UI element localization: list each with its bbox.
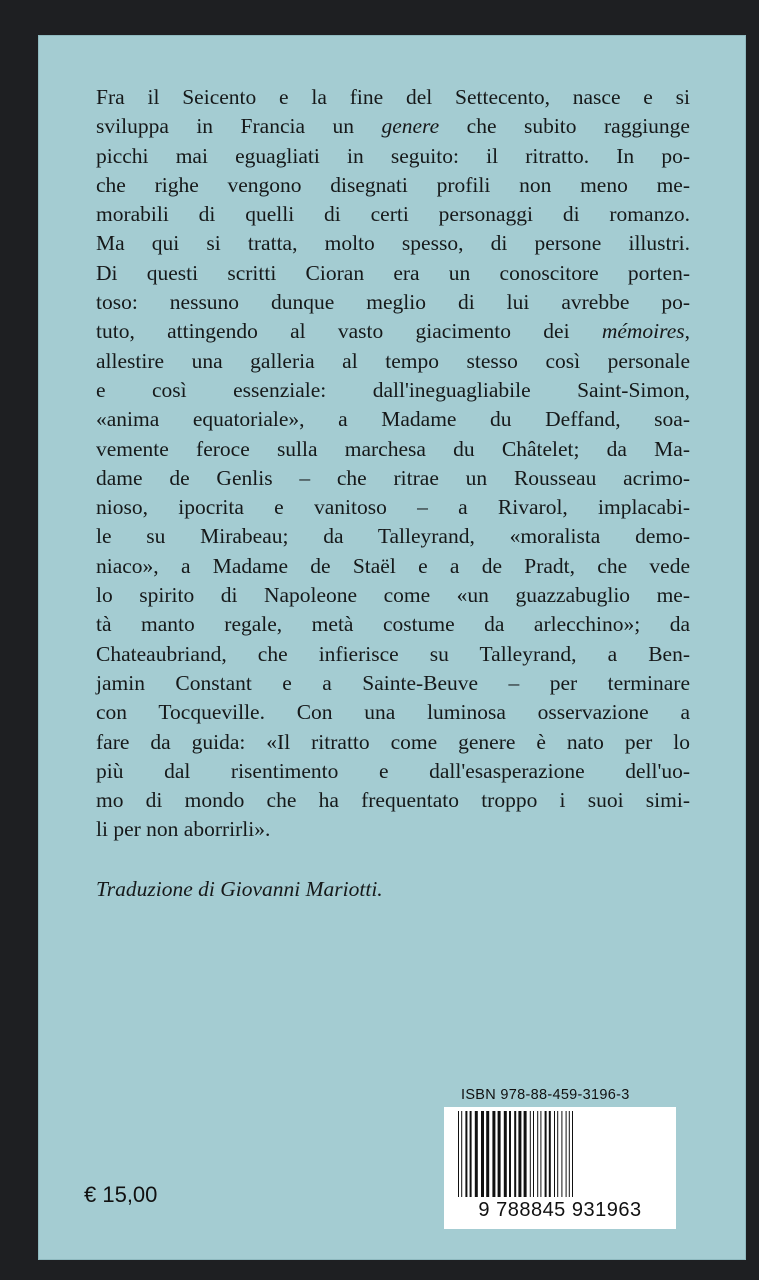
blurb-line: vemente feroce sulla marchesa du Châtelet; da Ma- (96, 436, 690, 461)
blurb-line: le su Mirabeau; da Talleyrand, «moralista demo- (96, 524, 690, 549)
blurb-line: tà manto regale, metà costume da arlecchino»; da (96, 612, 690, 637)
blurb-line: Ma qui si tratta, molto spesso, di persone illustri. (96, 231, 690, 256)
barcode-bars (458, 1111, 662, 1201)
blurb-line: con Tocqueville. Con una luminosa osservazione a (96, 700, 690, 725)
isbn-label: ISBN 978-88-459-3196-3 (461, 1087, 630, 1103)
blurb-line: tuto, attingendo al vasto giacimento dei mémoires, (96, 319, 690, 344)
blurb-line: Di questi scritti Cioran era un conoscitore porten- (96, 260, 690, 285)
blurb-line: toso: nessuno dunque meglio di lui avrebbe po- (96, 290, 690, 315)
blurb-line: e così essenziale: dall'ineguagliabile Saint-Simon, (96, 377, 690, 402)
blurb-line: più dal risentimento e dall'esasperazione dell'uo- (96, 758, 690, 783)
blurb-line: allestire una galleria al tempo stesso così personale (96, 348, 690, 373)
blurb-line: «anima equatoriale», a Madame du Deffand, soa- (96, 407, 690, 432)
blurb-line: picchi mai eguagliati in seguito: il ritratto. In po- (96, 143, 690, 168)
barcode-digits: 9 788845 931963 (478, 1199, 642, 1221)
blurb-line: li per non aborrirli». (96, 817, 271, 842)
blurb-line: mo di mondo che ha frequentato troppo i suoi simi- (96, 788, 690, 813)
blurb-line: morabili di quelli di certi personaggi di romanzo. (96, 202, 690, 227)
blurb-line: dame de Genlis – che ritrae un Rousseau acrimo- (96, 465, 690, 490)
blurb-line: jamin Constant e a Sainte-Beuve – per terminare (96, 670, 690, 695)
barcode (444, 1107, 676, 1229)
blurb-line: Chateaubriand, che infierisce su Talleyrand, a Ben- (96, 641, 690, 666)
price-label: € 15,00 (84, 1182, 158, 1207)
translation-credit: Traduzione di Giovanni Mariotti. (96, 877, 383, 901)
blurb-line: fare da guida: «Il ritratto come genere è nato per lo (96, 729, 690, 754)
blurb-line: sviluppa in Francia un genere che subito raggiunge (96, 114, 690, 139)
blurb-line: nioso, ipocrita e vanitoso – a Rivarol, implacabi- (96, 495, 690, 520)
blurb-text (96, 83, 690, 845)
blurb-line: niaco», a Madame de Staël e a de Pradt, che vede (96, 553, 690, 578)
book-back-cover (38, 35, 746, 1260)
blurb-line: Fra il Seicento e la fine del Settecento, nasce e si (96, 85, 690, 109)
blurb-line: che righe vengono disegnati profili non meno me- (96, 172, 690, 197)
blurb-line: lo spirito di Napoleone come «un guazzabuglio me- (96, 583, 690, 608)
